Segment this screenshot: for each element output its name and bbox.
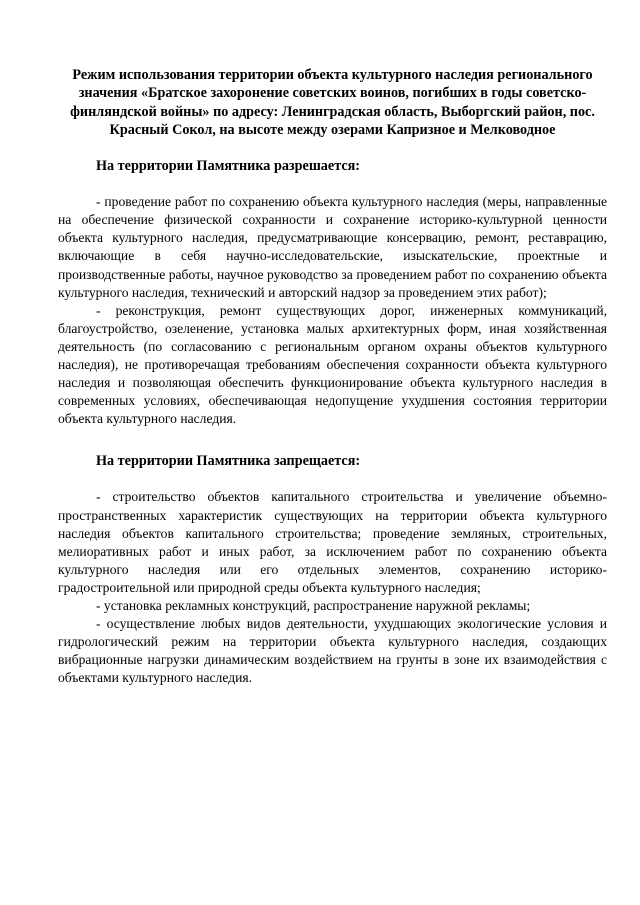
allowed-heading: На территории Памятника разрешается: [96, 158, 361, 175]
prohibited-heading: На территории Памятника запрещается: [96, 453, 361, 470]
document-title: Режим использования территории объекта культурного наследия регионального значения «Братское захоронение советских воинов, погибших в годы советско-финляндской войны» по адресу: Ленинградская область, Выборгский район, пос. Красный Сокол, на высоте между озерами Капризное и Мелководное [70, 67, 595, 138]
prohibited-item: - осуществление любых видов деятельности, ухудшающих экологические условия и гидрологический режим на территории объекта культурного наследия, создающих вибрационные нагрузки динамическим воздействием на грунты в зоне их взаимодействия с объектами культурного наследия. [58, 616, 607, 686]
allowed-item: - реконструкция, ремонт существующих дорог, инженерных коммуникаций, благоустройство, озеленение, установка малых архитектурных форм, иная хозяйственная деятельность (по согласованию с региональным органом охраны объектов культурного наследия), не противоречащая требованиям обеспечения сохранности объекта культурного наследия и позволяющая обеспечить функционирование объекта культурного наследия в современных условиях, обеспечивающая недопущение ухудшения состояния территории объекта культурного наследия. [58, 302, 607, 427]
prohibited-item: - установка рекламных конструкций, распространение наружной рекламы; [96, 597, 531, 613]
allowed-item: - проведение работ по сохранению объекта культурного наследия (меры, направленные на обеспечение физической сохранности и сохранение историко-культурной ценности объекта культурного наследия, предусматривающие консервацию, ремонт, реставрацию, включающие в себя научно-исследовательские, изыскательские, проектные и производственные работы, научное руководство за проведением работ по сохранению объекта культурного наследия, технический и авторский надзор за проведением этих работ); [58, 194, 607, 300]
spacer [58, 428, 607, 452]
prohibited-item: - строительство объектов капитального строительства и увеличение объемно-пространственных характеристик существующих на территории объекта культурного наследия объектов капитального строительства; проведение земляных, строительных, мелиоративных работ и иных работ, за исключением работ по сохранению объекта культурного наследия или его отдельных элементов, сохранению историко-градостроительной или природной среды объекта культурного наследия; [58, 489, 607, 595]
spacer [58, 470, 607, 488]
prohibited-list [58, 488, 607, 687]
allowed-list [58, 193, 607, 428]
spacer [58, 175, 607, 193]
